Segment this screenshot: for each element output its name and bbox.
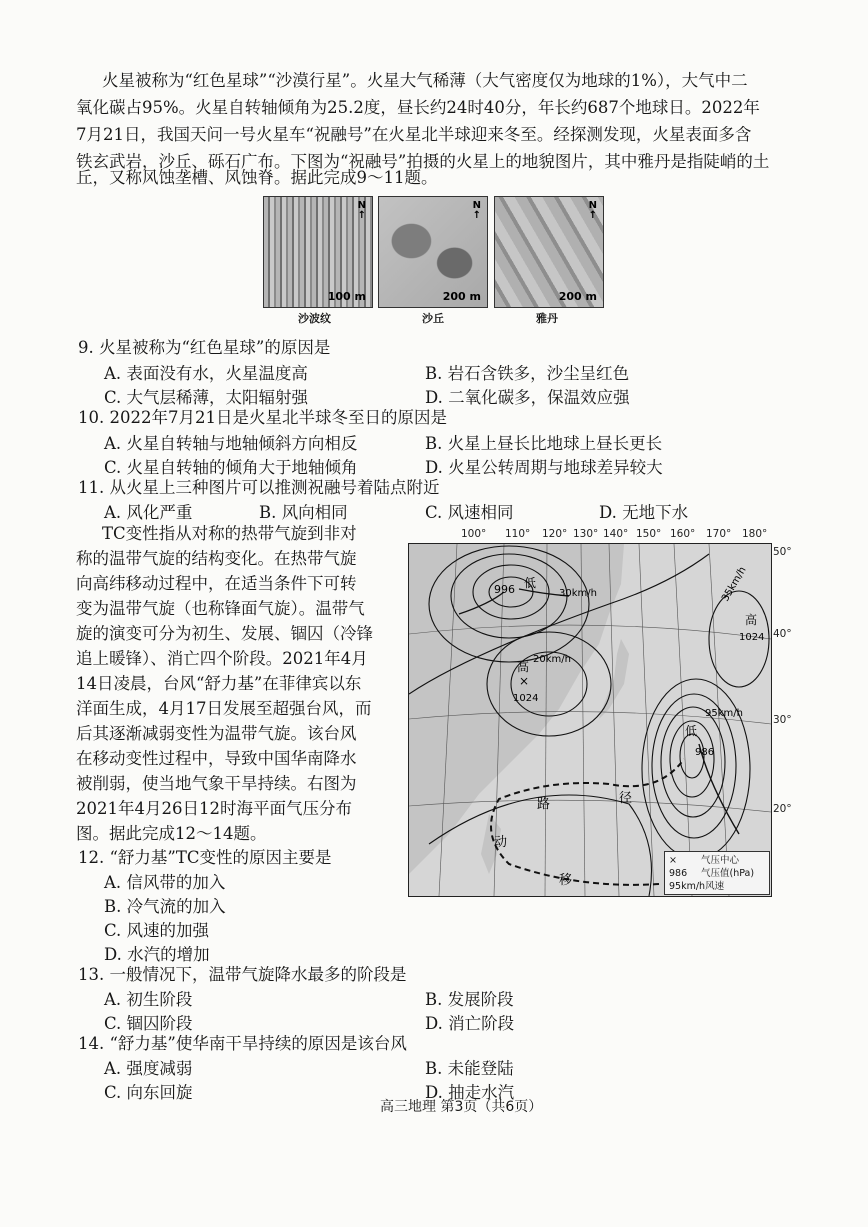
track-char-3: 动 bbox=[494, 835, 508, 850]
legend-wind-text: 风速 bbox=[705, 881, 725, 892]
q11-option-c: C. 风速相同 bbox=[425, 503, 514, 522]
lat-label: 20° bbox=[773, 803, 792, 815]
q14-option-b: B. 未能登陆 bbox=[425, 1059, 514, 1078]
track-char-4: 移 bbox=[559, 873, 573, 888]
question-13-stem: 13. 一般情况下，温带气旋降水最多的阶段是 bbox=[78, 965, 407, 984]
track-char-1: 路 bbox=[537, 797, 551, 812]
q14-option-a: A. 强度减弱 bbox=[104, 1059, 193, 1078]
sea-level-pressure-map bbox=[408, 543, 772, 897]
lat-label: 50° bbox=[773, 546, 792, 558]
high1-label: 高 bbox=[517, 660, 530, 674]
wind-label-4: 95km/h bbox=[705, 708, 743, 719]
high2-label: 高 bbox=[745, 613, 758, 627]
scale-bar: 200 m bbox=[558, 290, 597, 303]
wind-label-3: 35km/h bbox=[720, 565, 749, 604]
scale-bar: 200 m bbox=[442, 290, 481, 303]
lon-label: 140° bbox=[603, 528, 629, 540]
q13-option-d: D. 消亡阶段 bbox=[425, 1014, 515, 1033]
map-legend bbox=[664, 851, 770, 895]
question-12-stem: 12. “舒力基”TC变性的原因主要是 bbox=[78, 848, 332, 867]
lon-label: 160° bbox=[670, 528, 696, 540]
photo-caption-sand-ripples: 沙波纹 bbox=[298, 312, 331, 325]
q11-option-d: D. 无地下水 bbox=[599, 503, 689, 522]
wind-label-2: 20km/h bbox=[533, 654, 571, 665]
photo-sand-ripples bbox=[263, 196, 373, 308]
question-14-stem: 14. “舒力基”使华南干旱持续的原因是该台风 bbox=[78, 1034, 407, 1053]
passage2-line-11: 被削弱，使当地气象干旱持续。右图为 bbox=[76, 774, 357, 793]
typhoon-track bbox=[491, 759, 684, 885]
lon-label: 150° bbox=[636, 528, 662, 540]
low1-value: 996 bbox=[494, 583, 515, 596]
legend-value-sample: 986 bbox=[669, 868, 688, 879]
lat-label: 30° bbox=[773, 714, 792, 726]
q12-option-c: C. 风速的加强 bbox=[104, 921, 210, 940]
passage2-line-5: 旋的演变可分为初生、发展、锢囚（冷锋 bbox=[76, 624, 373, 643]
north-arrow-icon: N ↑ bbox=[588, 200, 597, 221]
photo-yardang bbox=[494, 196, 604, 308]
passage2-line-10: 在移动变性过程中，导致中国华南降水 bbox=[76, 749, 357, 768]
photo-sand-dune bbox=[378, 196, 488, 308]
question-11-stem: 11. 从火星上三种图片可以推测祝融号着陆点附近 bbox=[78, 478, 440, 497]
q12-option-d: D. 水汽的增加 bbox=[104, 945, 210, 964]
q10-option-d: D. 火星公转周期与地球差异较大 bbox=[425, 458, 663, 477]
legend-value-text: 气压值(hPa) bbox=[701, 868, 755, 879]
low2-label: 低 bbox=[685, 724, 698, 738]
intro-line-4: 铁玄武岩，沙丘、砾石广布。下图为“祝融号”拍摄的火星上的地貌图片，其中雅丹是指陡峭的土 bbox=[76, 152, 770, 171]
passage2-line-13: 图。据此完成12～14题。 bbox=[76, 824, 267, 843]
pressure-map-svg bbox=[409, 544, 771, 896]
lon-label: 130° bbox=[573, 528, 599, 540]
high1-center-icon: × bbox=[519, 674, 530, 688]
lon-label: 180° bbox=[742, 528, 768, 540]
q13-option-c: C. 锢囚阶段 bbox=[104, 1014, 193, 1033]
page-footer: 高三地理 第3页（共6页） bbox=[380, 1099, 543, 1115]
q9-option-a: A. 表面没有水，火星温度高 bbox=[104, 364, 308, 383]
intro-line-5: 丘，又称风蚀垄槽、风蚀脊。据此完成9～11题。 bbox=[76, 168, 438, 187]
low2-value: 986 bbox=[695, 747, 715, 758]
q13-option-a: A. 初生阶段 bbox=[104, 990, 193, 1009]
north-arrow-icon: N ↑ bbox=[472, 200, 481, 221]
q10-option-c: C. 火星自转轴的倾角大于地轴倾角 bbox=[104, 458, 358, 477]
passage2-line-6: 追上暖锋）、消亡四个阶段。2021年4月 bbox=[76, 649, 368, 668]
q11-option-b: B. 风向相同 bbox=[259, 503, 348, 522]
q10-option-b: B. 火星上昼长比地球上昼长更长 bbox=[425, 434, 663, 453]
question-9-stem: 9. 火星被称为“红色星球”的原因是 bbox=[78, 338, 331, 357]
intro-line-1: 火星被称为“红色星球”“沙漠行星”。火星大气稀薄（大气密度仅为地球的1%），大气中二 bbox=[102, 71, 748, 90]
photo-caption-sand-dune: 沙丘 bbox=[422, 312, 444, 325]
q9-option-b: B. 岩石含铁多，沙尘呈红色 bbox=[425, 364, 630, 383]
photo-caption-yardang: 雅丹 bbox=[536, 312, 558, 325]
passage2-line-7: 14日凌晨，台风“舒力基”在菲律宾以东 bbox=[76, 674, 362, 693]
high2-value: 1024 bbox=[739, 632, 765, 643]
passage2-line-2: 称的温带气旋的结构变化。在热带气旋 bbox=[76, 549, 357, 568]
q14-option-c: C. 向东回旋 bbox=[104, 1083, 193, 1102]
q9-option-c: C. 大气层稀薄，太阳辐射强 bbox=[104, 388, 309, 407]
passage2-line-4: 变为温带气旋（也称锋面气旋）。温带气 bbox=[76, 599, 365, 618]
wind-label-1: 30km/h bbox=[559, 588, 597, 599]
q10-option-a: A. 火星自转轴与地轴倾斜方向相反 bbox=[104, 434, 358, 453]
passage2-line-3: 向高纬移动过程中，在适当条件下可转 bbox=[76, 574, 357, 593]
intro-line-2: 氧化碳占95%。火星自转轴倾角为25.2度，昼长约24时40分，年长约687个地球日。2022年 bbox=[76, 98, 760, 117]
lon-label: 100° bbox=[461, 528, 487, 540]
q12-option-a: A. 信风带的加入 bbox=[104, 873, 226, 892]
high1-value: 1024 bbox=[513, 693, 539, 704]
legend-center-symbol: × bbox=[669, 855, 677, 866]
q12-option-b: B. 冷气流的加入 bbox=[104, 897, 226, 916]
question-10-stem: 10. 2022年7月21日是火星北半球冬至日的原因是 bbox=[78, 408, 447, 427]
q11-option-a: A. 风化严重 bbox=[104, 503, 193, 522]
lon-label: 110° bbox=[505, 528, 531, 540]
passage2-line-12: 2021年4月26日12时海平面气压分布 bbox=[76, 799, 352, 818]
track-char-2: 径 bbox=[619, 791, 633, 806]
lon-label: 170° bbox=[706, 528, 732, 540]
legend-wind-sample: 95km/h bbox=[669, 881, 706, 892]
passage2-line-8: 洋面生成，4月17日发展至超强台风，而 bbox=[76, 699, 372, 718]
low1-label: 低 bbox=[524, 576, 537, 590]
intro-line-3: 7月21日，我国天问一号火星车“祝融号”在火星北半球迎来冬至。经探测发现，火星表面多含 bbox=[76, 125, 752, 144]
scale-bar: 100 m bbox=[327, 290, 366, 303]
legend-center-text: 气压中心 bbox=[701, 855, 740, 866]
q14-option-d: D. 抽走水汽 bbox=[425, 1083, 515, 1102]
lat-label: 40° bbox=[773, 628, 792, 640]
land-japan bbox=[599, 639, 629, 719]
lon-label: 120° bbox=[542, 528, 568, 540]
q13-option-b: B. 发展阶段 bbox=[425, 990, 514, 1009]
passage2-line-9: 后其逐渐减弱变性为温带气旋。该台风 bbox=[76, 724, 357, 743]
passage2-line-1: TC变性指从对称的热带气旋到非对 bbox=[102, 524, 357, 543]
q9-option-d: D. 二氧化碳多，保温效应强 bbox=[425, 388, 630, 407]
north-arrow-icon: N ↑ bbox=[357, 200, 366, 221]
